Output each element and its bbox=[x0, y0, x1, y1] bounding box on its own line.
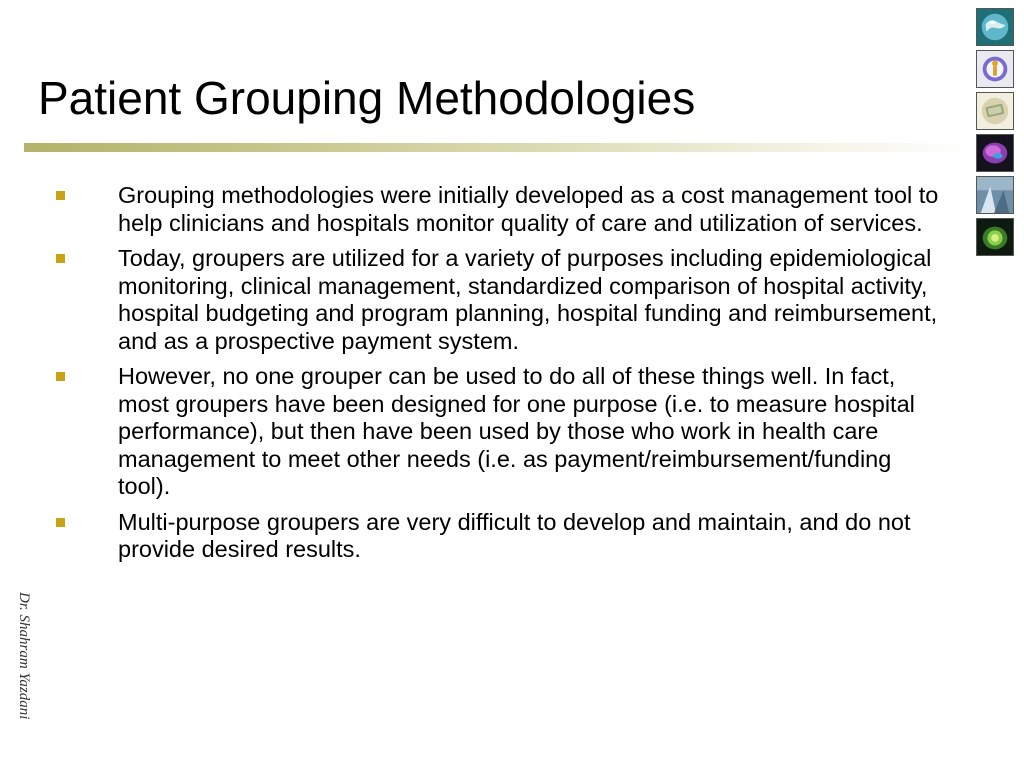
brain-scan-icon bbox=[976, 134, 1014, 172]
bullet-marker bbox=[56, 191, 65, 200]
bullet-list bbox=[0, 182, 960, 572]
bullet-marker bbox=[56, 372, 65, 381]
brain-scan-green-icon bbox=[976, 218, 1014, 256]
bullet-item bbox=[0, 182, 960, 237]
bullet-text: Grouping methodologies were initially developed as a cost management tool to help clinicians and hospitals monitor quality of care and utilization of services. bbox=[118, 182, 939, 236]
slide-title: Patient Grouping Methodologies bbox=[38, 72, 696, 124]
waterfall-icon bbox=[976, 176, 1014, 214]
bullet-text: Today, groupers are utilized for a variety of purposes including epidemiological monitoring, clinical management, standardized comparison of hospital activity, hospital budgeting and program planning, hospital funding and reimbursement, and as a prospective payment system. bbox=[118, 245, 938, 354]
bullet-text: However, no one grouper can be used to do all of these things well. In fact, most groupers have been designed for one purpose (i.e. to measure hospital performance), but then have been used by those who work in health care management to meet other needs (i.e. as payment/reimbursement/funding tool). bbox=[118, 363, 915, 499]
bullet-marker bbox=[56, 518, 65, 527]
money-icon bbox=[976, 92, 1014, 130]
bullet-item bbox=[0, 363, 960, 501]
decor-thumbnail-strip bbox=[976, 8, 1016, 260]
bullet-item bbox=[0, 245, 960, 355]
figure-icon bbox=[976, 50, 1014, 88]
bullet-marker bbox=[56, 254, 65, 263]
bullet-text: Multi-purpose groupers are very difficult to develop and maintain, and do not provide desired results. bbox=[118, 508, 911, 562]
title-underline bbox=[24, 143, 976, 152]
author-credit: Dr. Shahram Yazdani bbox=[16, 592, 32, 720]
bullet-item bbox=[0, 509, 960, 564]
globe-icon bbox=[976, 8, 1014, 46]
